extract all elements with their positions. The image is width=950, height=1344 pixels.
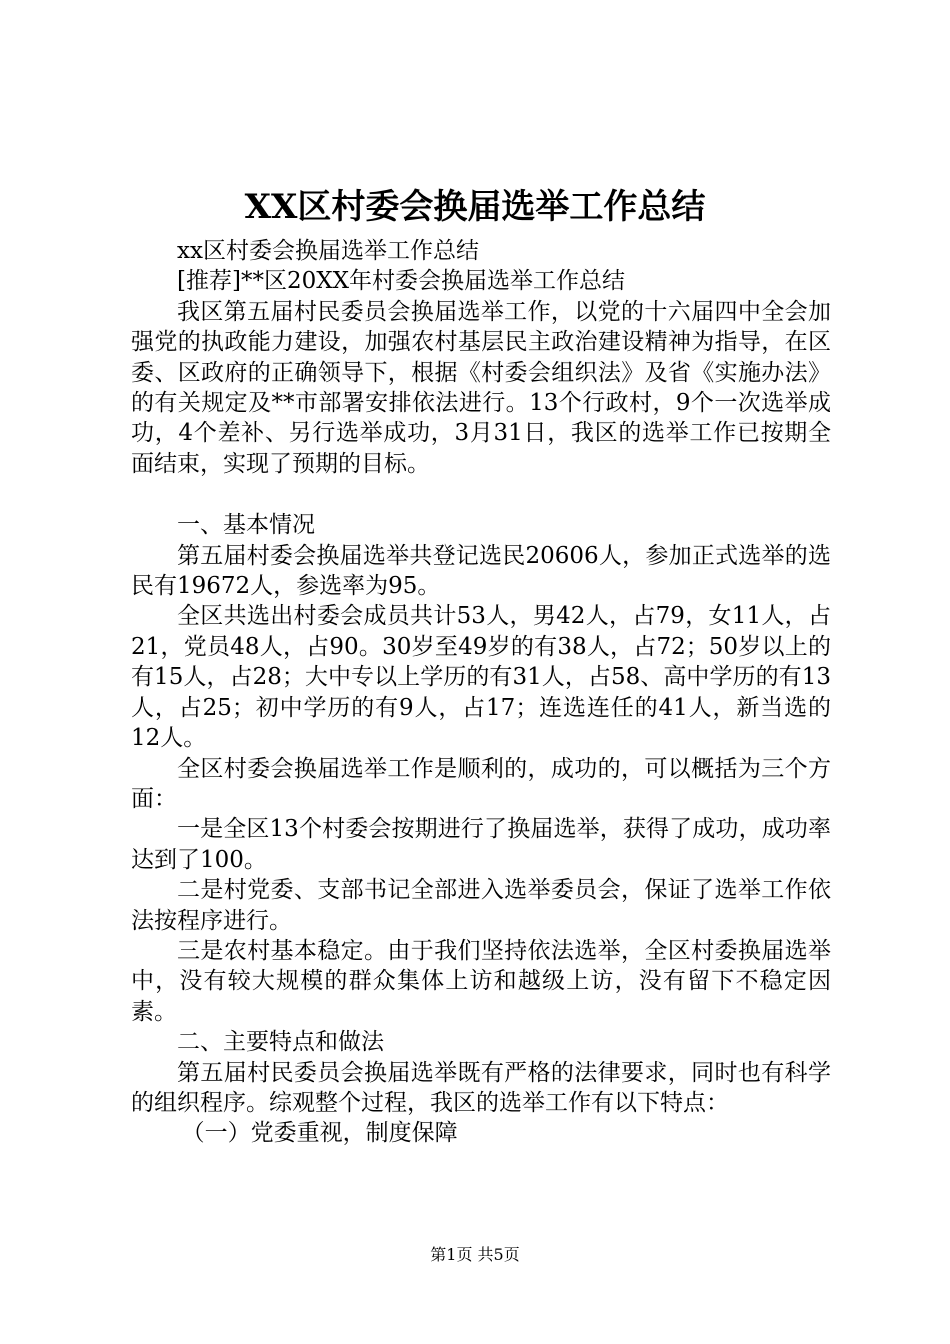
heading-features: 二、主要特点和做法 — [177, 1029, 384, 1056]
paragraph-members: 全区共选出村委会成员共计53人，男42人，占79，女11人，占21，党员48人，占90。30岁至49岁的有38人，占72；50岁以上的有15人，占28；大中专以上学历的有31人，占58、高中学历的有13人，占25；初中学历的有9人，占17；连选连任的41人，新当选的12人。 — [131, 603, 831, 752]
paragraph-voters: 第五届村委会换届选举共登记选民20606人，参加正式选举的选民有19672人，参选率为95。 — [131, 542, 831, 600]
subheading-party-committee: （一）党委重视，制度保障 — [181, 1120, 458, 1147]
paragraph-intro: 我区第五届村民委员会换届选举工作，以党的十六届四中全会加强党的执政能力建设，加强农村基层民主政治建设精神为指导，在区委、区政府的正确领导下，根据《村委会组织法》及省《实施办法》的有关规定及**市部署安排依法进行。13个行政村，9个一次选举成功，4个差补、另行选举成功，3月31日，我区的选举工作已按期全面结束，实现了预期的目标。 — [131, 298, 831, 477]
paragraph-recommend: [推荐]**区20XX年村委会换届选举工作总结 — [177, 268, 625, 295]
paragraph-gap — [131, 479, 831, 510]
paragraph-point-one: 一是全区13个村委会按期进行了换届选举，获得了成功，成功率达到了100。 — [131, 816, 831, 873]
paragraph-summary: 全区村委会换届选举工作是顺利的，成功的，可以概括为三个方面： — [131, 755, 831, 812]
paragraph-subtitle: xx区村委会换届选举工作总结 — [177, 238, 479, 264]
paragraph-features: 第五届村民委员会换届选举既有严格的法律要求，同时也有科学的组织程序。综观整个过程，我区的选举工作有以下特点： — [131, 1059, 831, 1116]
document-title: XX区村委会换届选举工作总结 — [244, 187, 706, 227]
heading-basic-situation: 一、基本情况 — [177, 512, 315, 539]
paragraph-point-two: 二是村党委、支部书记全部进入选举委员会，保证了选举工作依法按程序进行。 — [131, 877, 831, 934]
paragraph-point-three: 三是农村基本稳定。由于我们坚持依法选举，全区村委换届选举中，没有较大规模的群众集体上访和越级上访，没有留下不稳定因素。 — [131, 937, 831, 1025]
page-footer: 第1页 共5页 — [430, 1245, 520, 1264]
document-body — [131, 236, 831, 1149]
